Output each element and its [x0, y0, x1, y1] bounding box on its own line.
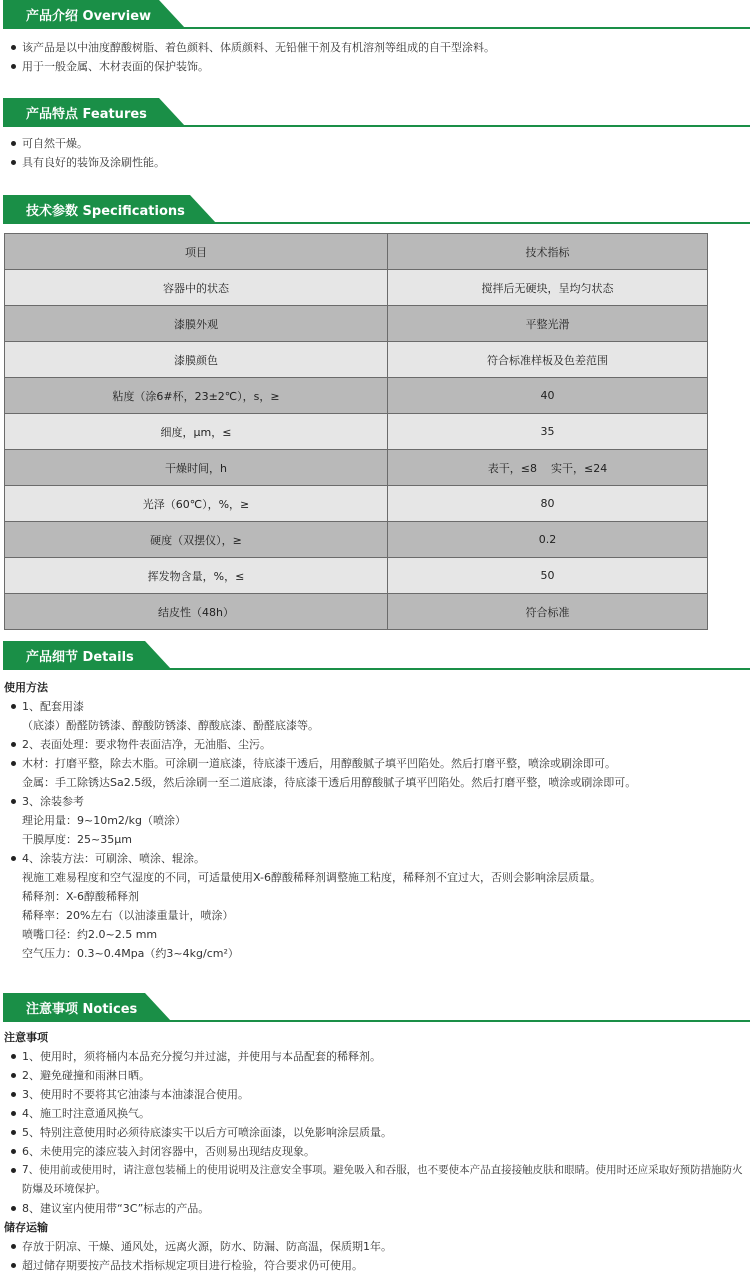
spec-name: 漆膜外观 [5, 306, 388, 342]
notices-heading: 注意事项 [4, 1031, 48, 1044]
section-header-overview [0, 0, 750, 30]
list-item: 具有良好的装饰及涂刷性能。 [0, 153, 750, 172]
spec-name: 挥发物含量，%，≤ [5, 558, 388, 594]
section-title-details: 产品细节 Details [26, 650, 134, 665]
spec-value: 35 [388, 414, 708, 450]
spec-table [4, 233, 708, 630]
table-row [5, 306, 708, 342]
list-item: 7、使用前或使用时，请注意包装桶上的使用说明及注意安全事项。避免吸入和吞服，也不要使本产品直接接触皮肤和眼睛。使用时还应采取好预防措施防火防爆及环境保护。 [0, 1161, 750, 1199]
spec-value: 50 [388, 558, 708, 594]
list-item: 超过储存期要按产品技术指标规定项目进行检验，符合要求仍可使用。 [0, 1256, 750, 1275]
list-item: 视施工难易程度和空气湿度的不同，可适量使用X-6醇酸稀释剂调整施工粘度，稀释剂不宜过大，否则会影响涂层质量。 [22, 871, 601, 884]
overview-list [0, 38, 750, 76]
table-row [5, 414, 708, 450]
list-item: 稀释剂：X-6醇酸稀释剂 [22, 890, 139, 903]
features-list [0, 134, 750, 172]
list-item: 2、避免碰撞和雨淋日晒。 [0, 1066, 750, 1085]
section-header-features [0, 98, 750, 128]
storage-heading: 储存运输 [4, 1221, 48, 1234]
list-item: 理论用量：9~10m2/kg（喷涂） [22, 814, 186, 827]
section-header-specs [0, 195, 750, 225]
details-content [0, 678, 750, 963]
section-title-overview: 产品介绍 Overview [26, 9, 152, 24]
spec-name: 干燥时间，h [5, 450, 388, 486]
header-underline [3, 27, 750, 29]
table-row [5, 342, 708, 378]
spec-name: 硬度（双摆仪），≥ [5, 522, 388, 558]
spec-value: 80 [388, 486, 708, 522]
header-underline [3, 125, 750, 127]
section-header-details [0, 641, 750, 671]
list-item: 金属：手工除锈达Sa2.5级，然后涂刷一至二道底漆，待底漆干透后用醇酸腻子填平凹陷处。然后打磨平整，喷涂或刷涂即可。 [22, 776, 637, 789]
spec-value: 表干，≤8 实干，≤24 [388, 450, 708, 486]
list-item: 存放于阴凉、干燥、通风处，远离火源，防水、防漏、防高温，保质期1年。 [0, 1237, 750, 1256]
list-item: 2、表面处理：要求物件表面洁净，无油脂、尘污。 [0, 735, 750, 754]
spec-value: 技术指标 [388, 234, 708, 270]
header-underline [3, 668, 750, 670]
list-item: 6、未使用完的漆应装入封闭容器中，否则易出现结皮现象。 [0, 1142, 750, 1161]
spec-name: 容器中的状态 [5, 270, 388, 306]
list-item: 干膜厚度：25~35μm [22, 833, 132, 846]
list-item: 1、配套用漆 [0, 697, 750, 716]
list-item: 8、建议室内使用带“3C”标志的产品。 [0, 1199, 750, 1218]
spec-value: 0.2 [388, 522, 708, 558]
spec-name: 结皮性（48h） [5, 594, 388, 630]
list-item: 喷嘴口径：约2.0~2.5 mm [22, 928, 158, 941]
list-item: 3、涂装参考 [0, 792, 750, 811]
list-item: 5、特别注意使用时必须待底漆实干以后方可喷涂面漆，以免影响涂层质量。 [0, 1123, 750, 1142]
table-row [5, 234, 708, 270]
table-row [5, 270, 708, 306]
list-item: 空气压力：0.3~0.4Mpa（约3~4kg/cm²） [22, 947, 239, 960]
table-row [5, 594, 708, 630]
spec-name: 漆膜颜色 [5, 342, 388, 378]
section-title-notices: 注意事项 Notices [26, 1002, 138, 1017]
spec-name: 项目 [5, 234, 388, 270]
table-row [5, 378, 708, 414]
section-title-features: 产品特点 Features [26, 107, 147, 122]
spec-value: 搅拌后无硬块，呈均匀状态 [388, 270, 708, 306]
list-item: 1、使用时，须将桶内本品充分搅匀并过滤，并使用与本品配套的稀释剂。 [0, 1047, 750, 1066]
table-row [5, 522, 708, 558]
table-row [5, 486, 708, 522]
table-row [5, 558, 708, 594]
details-heading: 使用方法 [4, 681, 48, 694]
spec-value: 40 [388, 378, 708, 414]
spec-name: 细度，μm，≤ [5, 414, 388, 450]
spec-value: 符合标准 [388, 594, 708, 630]
list-item: 用于一般金属、木材表面的保护装饰。 [0, 57, 750, 76]
list-item: 木材：打磨平整，除去木脂。可涂刷一道底漆，待底漆干透后，用醇酸腻子填平凹陷处。然后打磨平整，喷涂或刷涂即可。 [0, 754, 750, 773]
section-title-specs: 技术参数 Specifications [26, 204, 185, 219]
section-header-notices [0, 993, 750, 1023]
list-item: 该产品是以中油度醇酸树脂、着色颜料、体质颜料、无铅催干剂及有机溶剂等组成的自干型涂料。 [0, 38, 750, 57]
spec-name: 光泽（60℃），%，≥ [5, 486, 388, 522]
list-item: 4、涂装方法：可刷涂、喷涂、辊涂。 [0, 849, 750, 868]
table-row [5, 450, 708, 486]
list-item: 可自然干燥。 [0, 134, 750, 153]
header-underline [3, 1020, 750, 1022]
notices-content [0, 1028, 750, 1275]
spec-value: 符合标准样板及色差范围 [388, 342, 708, 378]
list-item: （底漆）酚醛防锈漆、醇酸防锈漆、醇酸底漆、酚醛底漆等。 [22, 719, 319, 732]
list-item: 稀释率：20%左右（以油漆重量计，喷涂） [22, 909, 234, 922]
spec-value: 平整光滑 [388, 306, 708, 342]
list-item: 4、施工时注意通风换气。 [0, 1104, 750, 1123]
header-underline [3, 222, 750, 224]
list-item: 3、使用时不要将其它油漆与本油漆混合使用。 [0, 1085, 750, 1104]
spec-name: 粘度（涂6#杯，23±2℃），s，≥ [5, 378, 388, 414]
